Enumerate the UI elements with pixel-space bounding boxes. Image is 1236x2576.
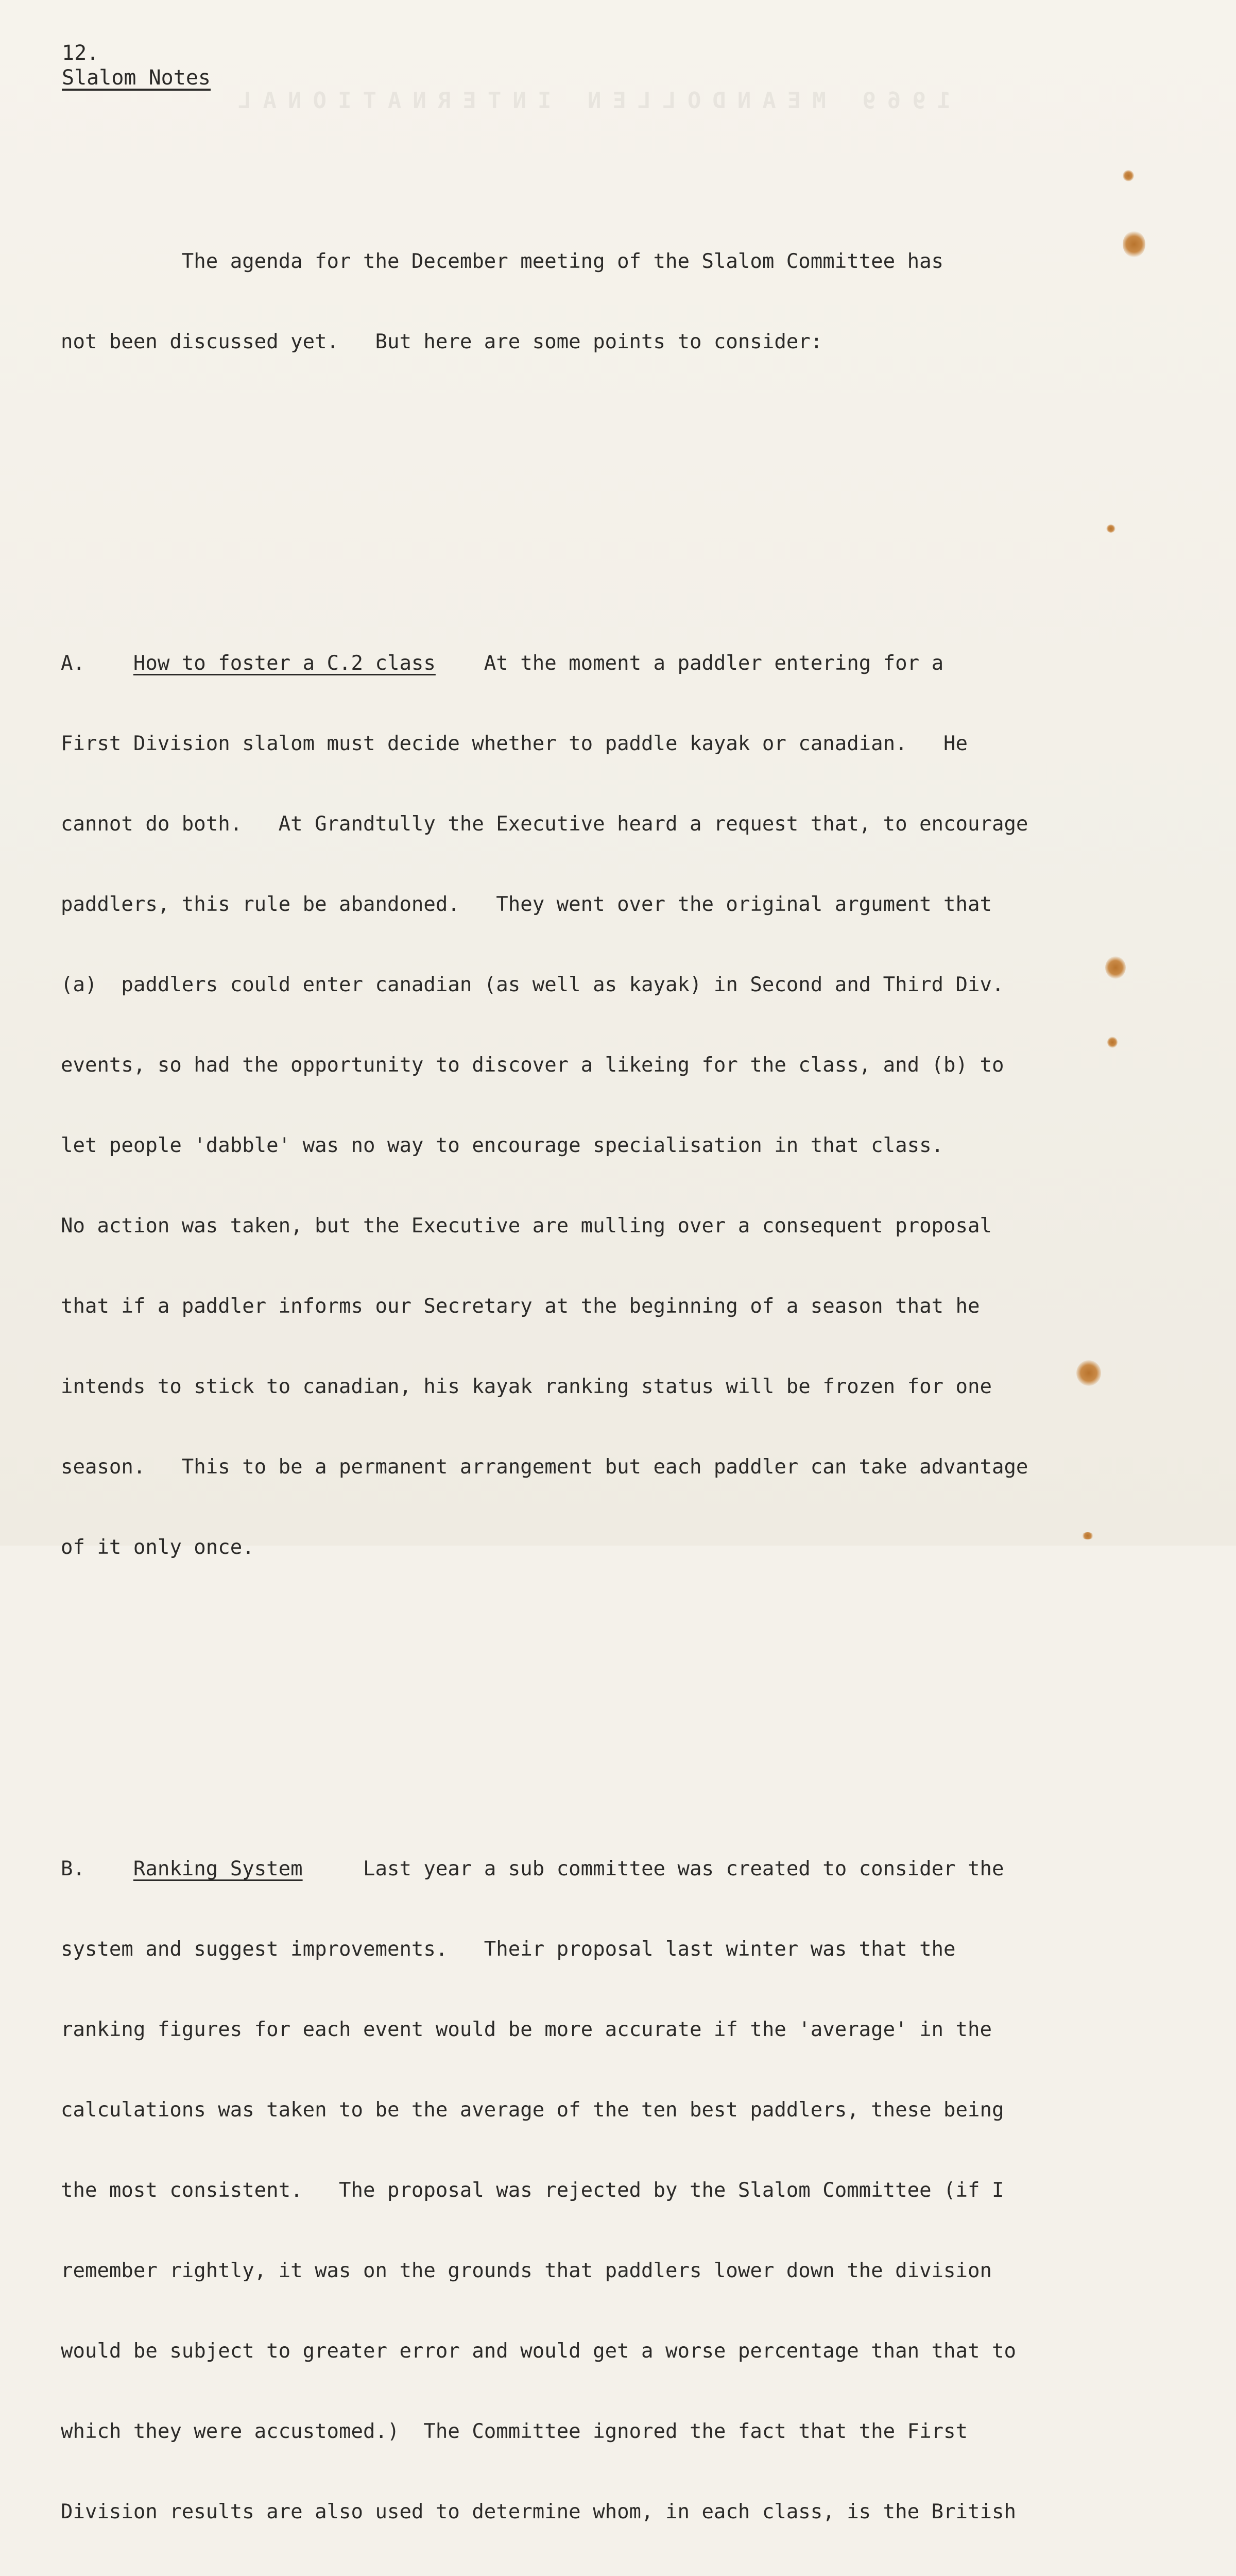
text-line: would be subject to greater error and would get a worse percentage than that to [61,2340,1016,2363]
rust-stain [1076,1360,1101,1386]
section-a [61,597,1132,1615]
text-line: season. This to be a permanent arrangement but each paddler can take advantage [61,1455,1028,1479]
text-line: ranking figures for each event would be more accurate if the 'average' in the [61,2018,992,2041]
rust-stain [1123,231,1145,258]
text-line: paddlers, this rule be abandoned. They went over the original argument that [61,893,992,916]
rust-stain [1106,524,1115,533]
rust-stain [1105,956,1126,979]
section-a-heading: How to foster a C.2 class [133,652,436,675]
text-line: intends to stick to canadian, his kayak ranking status will be frozen for one [61,1375,992,1398]
section-b-label: B. [61,1857,133,1880]
text-line: which they were accustomed.) The Committee ignored the fact that the First [61,2420,968,2443]
text-line: The agenda for the December meeting of the Slalom Committee has [61,250,944,273]
bleed-through-text: 1969 MEANDOLLEN INTERNATIONAL [227,88,951,114]
section-b-heading: Ranking System [133,1857,303,1880]
page-title: Slalom Notes [62,66,211,90]
text-line: events, so had the opportunity to discover a likeing for the class, and (b) to [61,1054,1004,1077]
text-line: that if a paddler informs our Secretary at the beginning of a season that he [61,1295,980,1318]
text-line: not been discussed yet. But here are some points to consider: [61,330,823,353]
text-line: calculations was taken to be the average of the ten best paddlers, these being [61,2098,1004,2122]
text-line: the most consistent. The proposal was rejected by the Slalom Committee (if I [61,2179,1004,2202]
text-line: let people 'dabble' was no way to encourage specialisation in that class. [61,1134,944,1157]
text-line: system and suggest improvements. Their proposal last winter was that the [61,1938,956,1961]
text-line: cannot do both. At Grandtully the Executive heard a request that, to encourage [61,812,1028,836]
rust-stain [1123,170,1134,181]
rust-stain [1082,1532,1094,1539]
text-line: Last year a sub committee was created to consider the [302,1857,1004,1880]
section-b-first-line [61,1856,1132,1883]
text-line: Division results are also used to determine whom, in each class, is the British [61,2500,1016,2523]
intro-paragraph [61,195,1132,409]
text-line: No action was taken, but the Executive are mulling over a consequent proposal [61,1214,992,1238]
text-line: (a) paddlers could enter canadian (as well as kayak) in Second and Third Div. [61,973,1004,996]
text-line: First Division slalom must decide whether to paddle kayak or canadian. He [61,732,968,755]
text-line: At the moment a paddler entering for a [435,652,944,675]
document-body [61,114,1132,2576]
section-b [61,1802,1132,2576]
page-number: 12. [62,41,99,65]
section-a-first-line [61,650,1132,677]
text-line: of it only once. [61,1536,254,1559]
rust-stain [1107,1037,1118,1048]
section-a-label: A. [61,652,133,675]
text-line: remember rightly, it was on the grounds that paddlers lower down the division [61,2259,992,2282]
